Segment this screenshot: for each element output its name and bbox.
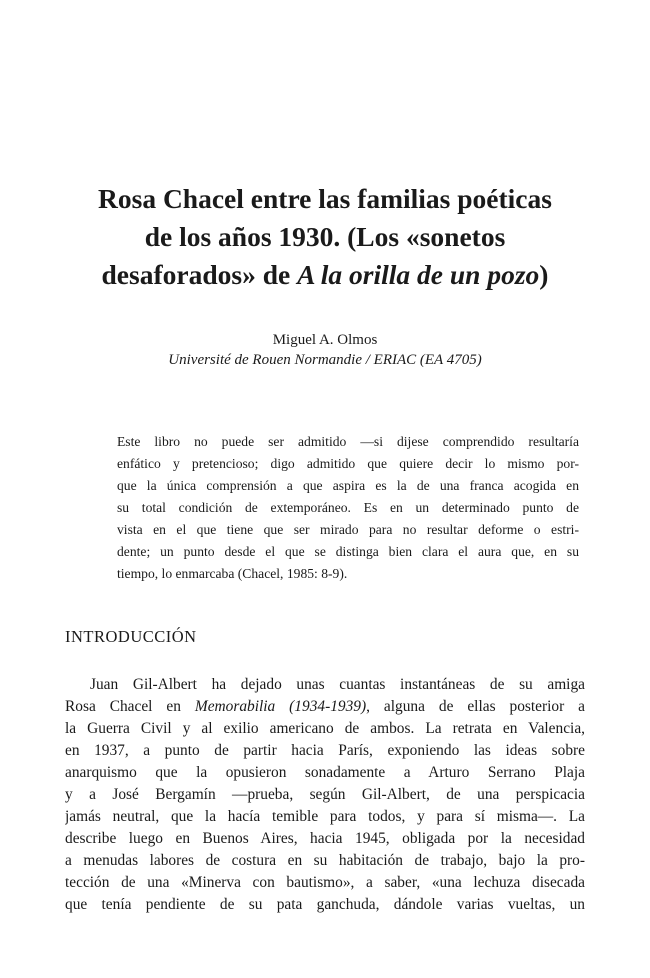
epigraph-line: dente; un punto desde el que se distinga bien clara el aura que, en su	[117, 544, 579, 559]
epigraph-line: tiempo, lo enmarcaba (Chacel, 1985: 8-9).	[117, 566, 348, 581]
body-line: tección de una «Minerva con bautismo», a saber, «una lechuza disecada	[65, 874, 585, 891]
title-line-1: Rosa Chacel entre las familias poéticas	[98, 183, 552, 214]
epigraph-line: Este libro no puede ser admitido —si dijese comprendido resultaría	[117, 434, 579, 449]
body-line: Juan Gil-Albert ha dejado unas cuantas instantáneas de su amiga	[90, 676, 585, 693]
body-text	[65, 674, 585, 916]
title-line-2: de los años 1930. (Los «sonetos	[144, 221, 506, 252]
body-line: anarquismo que la opusieron sonadamente a Arturo Serrano Plaja	[65, 764, 585, 781]
epigraph-line: enfático y pretencioso; digo admitido que quiere decir lo mismo por-	[117, 456, 579, 471]
body-line: en 1937, a punto de partir hacia París, exponiendo las ideas sobre	[65, 742, 585, 759]
author-name: Miguel A. Olmos	[272, 332, 378, 348]
body-line: describe luego en Buenos Aires, hacia 1945, obligada por la necesidad	[65, 830, 585, 847]
body-line: a menudas labores de costura en su habitación de trabajo, bajo la pro-	[65, 852, 585, 869]
epigraph-line: que la única comprensión a que aspira es la de una franca acogida en	[117, 478, 579, 493]
body-line-end: , alguna de ellas posterior a	[366, 698, 585, 715]
epigraph-line: vista en el que tiene que ser mirado para no resultar deforme o estri-	[117, 522, 579, 537]
epigraph-line: su total condición de extemporáneo. Es en un determinado punto de	[117, 500, 579, 515]
body-line: la Guerra Civil y al exilio americano de ambos. La retrata en Valencia,	[65, 720, 585, 737]
article-title	[40, 180, 610, 294]
title-line-3-end: )	[539, 259, 549, 290]
body-line-start: Rosa Chacel en	[65, 698, 195, 715]
epigraph	[117, 431, 579, 585]
body-line	[65, 696, 585, 718]
title-line-3-start: desaforados» de	[101, 259, 298, 290]
body-italic-work: Memorabilia (1934-1939)	[194, 698, 367, 715]
section-heading: INTRODUCCIÓN	[65, 627, 197, 646]
author-affiliation: Université de Rouen Normandie / ERIAC (EA 4705)	[168, 352, 482, 368]
title-line-3	[40, 256, 610, 294]
body-line: jamás neutral, que la hacía temible para todos, y para sí misma—. La	[65, 808, 585, 825]
body-line: que tenía pendiente de su pata ganchuda, dándole varias vueltas, un	[65, 896, 585, 913]
title-italic-work: A la orilla de un pozo	[297, 259, 540, 290]
body-line: y a José Bergamín —prueba, según Gil-Albert, de una perspicacia	[65, 786, 585, 803]
